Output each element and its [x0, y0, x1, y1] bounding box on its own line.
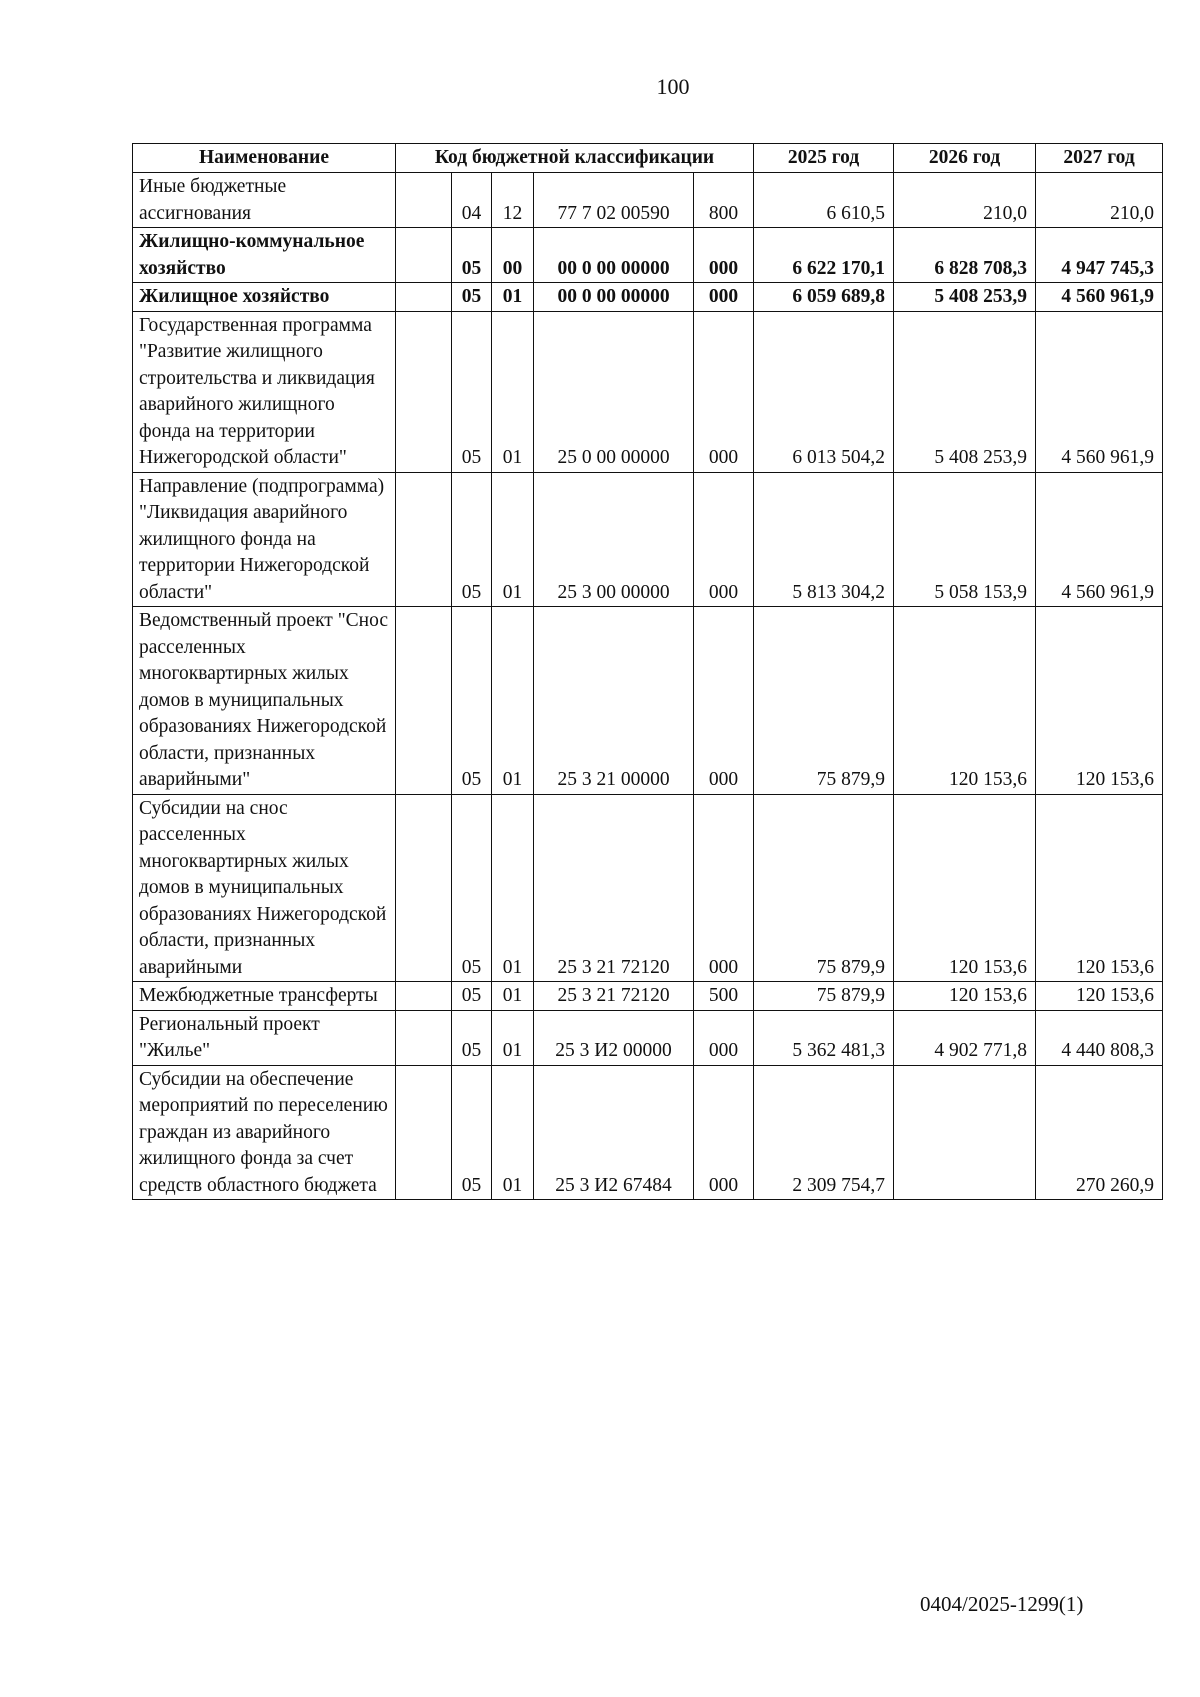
code-cell-1: [396, 1010, 452, 1065]
value-2027: 4 947 745,3: [1036, 228, 1163, 283]
budget-table-container: [132, 143, 1162, 1200]
section-code: 05: [452, 311, 492, 472]
value-2026: 5 058 153,9: [894, 472, 1036, 607]
section-code: 05: [452, 607, 492, 795]
value-2025: 5 362 481,3: [754, 1010, 894, 1065]
subsection-code: 01: [492, 607, 534, 795]
header-2027: 2027 год: [1036, 144, 1163, 173]
subsection-code: 01: [492, 1065, 534, 1200]
subsection-code: 12: [492, 173, 534, 228]
target-article-code: 77 7 02 00590: [534, 173, 694, 228]
value-2025: 6 059 689,8: [754, 283, 894, 312]
table-header-row: [133, 144, 1163, 173]
value-2026: 4 902 771,8: [894, 1010, 1036, 1065]
value-2026: 6 828 708,3: [894, 228, 1036, 283]
value-2026: 210,0: [894, 173, 1036, 228]
row-name: Межбюджетные трансферты: [133, 982, 396, 1011]
header-code: Код бюджетной классификации: [396, 144, 754, 173]
budget-table: [132, 143, 1163, 1200]
code-cell-1: [396, 607, 452, 795]
subsection-code: 01: [492, 1010, 534, 1065]
value-2027: 4 560 961,9: [1036, 472, 1163, 607]
value-2027: 120 153,6: [1036, 794, 1163, 982]
header-2025: 2025 год: [754, 144, 894, 173]
value-2025: 75 879,9: [754, 607, 894, 795]
row-name: Жилищно-коммунальное хозяйство: [133, 228, 396, 283]
section-code: 05: [452, 982, 492, 1011]
row-name: Субсидии на снос расселенных многоквартирных жилых домов в муниципальных образованиях Нижегородской области, признанных аварийными: [133, 794, 396, 982]
target-article-code: 25 3 21 00000: [534, 607, 694, 795]
subsection-code: 01: [492, 283, 534, 312]
table-row: [133, 311, 1163, 472]
code-cell-1: [396, 228, 452, 283]
expense-type-code: 000: [694, 228, 754, 283]
section-code: 05: [452, 472, 492, 607]
table-row: [133, 794, 1163, 982]
target-article-code: 25 3 00 00000: [534, 472, 694, 607]
value-2027: 4 560 961,9: [1036, 283, 1163, 312]
expense-type-code: 500: [694, 982, 754, 1011]
value-2027: 120 153,6: [1036, 607, 1163, 795]
code-cell-1: [396, 472, 452, 607]
expense-type-code: 000: [694, 607, 754, 795]
subsection-code: 01: [492, 982, 534, 1011]
subsection-code: 01: [492, 472, 534, 607]
section-code: 04: [452, 173, 492, 228]
target-article-code: 00 0 00 00000: [534, 283, 694, 312]
value-2025: 6 013 504,2: [754, 311, 894, 472]
table-body: [133, 173, 1163, 1200]
target-article-code: 00 0 00 00000: [534, 228, 694, 283]
table-row: [133, 228, 1163, 283]
code-cell-1: [396, 794, 452, 982]
page-number: 100: [656, 74, 690, 99]
section-code: 05: [452, 283, 492, 312]
value-2025: 2 309 754,7: [754, 1065, 894, 1200]
table-row: [133, 173, 1163, 228]
code-cell-1: [396, 283, 452, 312]
code-cell-1: [396, 311, 452, 472]
target-article-code: 25 3 21 72120: [534, 794, 694, 982]
row-name: Региональный проект "Жилье": [133, 1010, 396, 1065]
value-2026: 120 153,6: [894, 794, 1036, 982]
value-2027: 210,0: [1036, 173, 1163, 228]
table-row: [133, 283, 1163, 312]
row-name: Жилищное хозяйство: [133, 283, 396, 312]
table-row: [133, 1010, 1163, 1065]
value-2027: 4 440 808,3: [1036, 1010, 1163, 1065]
value-2025: 6 610,5: [754, 173, 894, 228]
value-2027: 4 560 961,9: [1036, 311, 1163, 472]
table-row: [133, 472, 1163, 607]
table-row: [133, 1065, 1163, 1200]
expense-type-code: 000: [694, 283, 754, 312]
target-article-code: 25 3 И2 00000: [534, 1010, 694, 1065]
section-code: 05: [452, 794, 492, 982]
expense-type-code: 000: [694, 311, 754, 472]
expense-type-code: 000: [694, 1065, 754, 1200]
value-2025: 6 622 170,1: [754, 228, 894, 283]
row-name: Иные бюджетные ассигнования: [133, 173, 396, 228]
section-code: 05: [452, 228, 492, 283]
value-2025: 75 879,9: [754, 982, 894, 1011]
subsection-code: 01: [492, 311, 534, 472]
document-code: 0404/2025-1299(1): [920, 1592, 1084, 1616]
expense-type-code: 000: [694, 1010, 754, 1065]
header-name: Наименование: [133, 144, 396, 173]
row-name: Ведомственный проект "Снос расселенных многоквартирных жилых домов в муниципальных образованиях Нижегородской области, признанных аварийными": [133, 607, 396, 795]
target-article-code: 25 0 00 00000: [534, 311, 694, 472]
row-name: Государственная программа "Развитие жилищного строительства и ликвидация аварийного жилищного фонда на территории Нижегородской области": [133, 311, 396, 472]
code-cell-1: [396, 173, 452, 228]
value-2025: 75 879,9: [754, 794, 894, 982]
value-2026: 5 408 253,9: [894, 311, 1036, 472]
row-name: Направление (подпрограмма) "Ликвидация аварийного жилищного фонда на территории Нижегородской области": [133, 472, 396, 607]
code-cell-1: [396, 982, 452, 1011]
value-2026: 120 153,6: [894, 607, 1036, 795]
target-article-code: 25 3 И2 67484: [534, 1065, 694, 1200]
expense-type-code: 800: [694, 173, 754, 228]
table-row: [133, 607, 1163, 795]
expense-type-code: 000: [694, 794, 754, 982]
section-code: 05: [452, 1010, 492, 1065]
code-cell-1: [396, 1065, 452, 1200]
value-2027: 120 153,6: [1036, 982, 1163, 1011]
value-2027: 270 260,9: [1036, 1065, 1163, 1200]
expense-type-code: 000: [694, 472, 754, 607]
subsection-code: 00: [492, 228, 534, 283]
table-row: [133, 982, 1163, 1011]
value-2026: 120 153,6: [894, 982, 1036, 1011]
target-article-code: 25 3 21 72120: [534, 982, 694, 1011]
value-2025: 5 813 304,2: [754, 472, 894, 607]
row-name: Субсидии на обеспечение мероприятий по переселению граждан из аварийного жилищного фонда за счет средств областного бюджета: [133, 1065, 396, 1200]
section-code: 05: [452, 1065, 492, 1200]
subsection-code: 01: [492, 794, 534, 982]
value-2026: 5 408 253,9: [894, 283, 1036, 312]
value-2026: [894, 1065, 1036, 1200]
header-2026: 2026 год: [894, 144, 1036, 173]
